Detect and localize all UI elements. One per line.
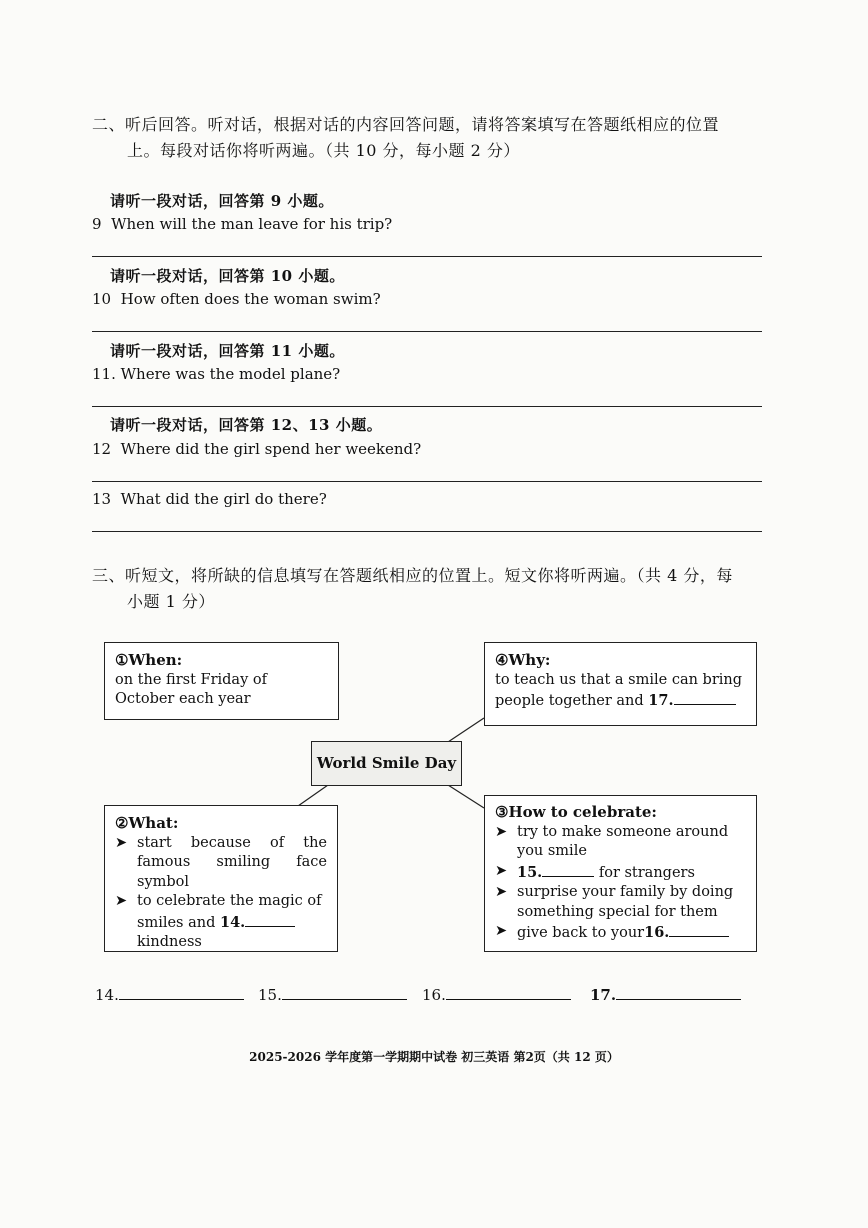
page-footer: 2025-2026 学年度第一学期期中试卷 初三英语 第2页（共 12 页） (249, 1050, 619, 1064)
arrow-bullet-icon: ➤ (495, 884, 508, 900)
blank-16[interactable] (669, 922, 729, 937)
question-text: When will the man leave for his trip? (111, 215, 393, 233)
question-number: 12 (92, 440, 112, 458)
when-text: on the first Friday of October each year (115, 671, 267, 707)
when-box (104, 642, 339, 720)
answer-14-blank[interactable] (119, 985, 244, 1000)
blank-14[interactable] (245, 912, 295, 927)
answer-16-blank[interactable] (446, 985, 571, 1000)
when-title: ①When: (115, 651, 183, 669)
how-item-3 (495, 883, 746, 922)
how-item-4 (495, 922, 746, 944)
blank-14-label: 14. (219, 913, 246, 931)
arrow-bullet-icon: ➤ (115, 834, 128, 851)
dialogue-instruction: 请听一段对话，回答第 12、13 小题。 (110, 416, 383, 434)
question-text: Where did the girl spend her weekend? (120, 440, 422, 458)
blank-15[interactable] (542, 862, 594, 877)
what-item-1-text: start because of the famous smiling face symbol (137, 834, 327, 890)
answer-16 (422, 985, 571, 1004)
answer-17-blank[interactable] (616, 985, 741, 1000)
how-item-2 (495, 862, 746, 884)
what-item-2-text: to celebrate the magic of smiles and (137, 893, 322, 931)
arrow-bullet-icon: ➤ (495, 862, 508, 879)
answer-15-blank[interactable] (282, 985, 407, 1000)
answer-15-label: 15. (258, 986, 282, 1004)
arrow-bullet-icon: ➤ (115, 893, 128, 909)
why-text: to teach us that a smile can bring people together and (495, 671, 743, 709)
question-text: What did the girl do there? (120, 490, 327, 508)
how-item-1-text: try to make someone around you smile (517, 823, 729, 859)
blank-17[interactable] (674, 690, 736, 705)
what-item-2-after: kindness (137, 934, 202, 950)
arrow-bullet-icon: ➤ (495, 823, 508, 840)
how-item-4-text: give back to your (517, 925, 645, 941)
answer-17-label: 17. (590, 986, 617, 1004)
how-item-2-text: for strangers (598, 864, 695, 881)
how-item-1 (495, 823, 746, 862)
answer-14-label: 14. (95, 986, 119, 1004)
answer-16-label: 16. (422, 986, 446, 1004)
answer-15 (258, 985, 407, 1004)
section2-heading-line1: 二、听后回答。听对话，根据对话的内容回答问题，请将答案填写在答题纸相应的位置 (92, 115, 720, 134)
center-topic: World Smile Day (316, 753, 457, 772)
blank-17-label: 17. (648, 692, 674, 709)
why-box (484, 642, 757, 726)
section3-heading-line2: 小题 1 分） (127, 592, 215, 611)
question-number: 9 (92, 215, 102, 233)
how-title: ③How to celebrate: (495, 803, 657, 821)
section3-heading-line1: 三、听短文，将所缺的信息填写在答题纸相应的位置上。短文你将听两遍。（共 4 分，每 (92, 566, 733, 585)
question-number: 10 (92, 290, 112, 308)
section2-heading-line2: 上。每段对话你将听两遍。（共 10 分，每小题 2 分） (127, 141, 520, 160)
what-box (104, 805, 338, 952)
what-item-1 (115, 834, 327, 893)
question-number: 13 (92, 490, 112, 508)
how-item-3-text: surprise your family by doing something special for them (517, 884, 734, 920)
answer-14 (95, 985, 244, 1004)
question-text: Where was the model plane? (120, 365, 341, 383)
dialogue-instruction: 请听一段对话，回答第 11 小题。 (110, 342, 345, 360)
why-title: ④Why: (495, 651, 551, 669)
answer-17 (590, 985, 741, 1004)
how-box (484, 795, 757, 952)
blank-15-label: 15. (517, 863, 543, 881)
what-title: ②What: (115, 814, 179, 832)
what-item-2 (115, 892, 327, 953)
question-number: 11. (92, 365, 116, 383)
center-topic-box (311, 741, 462, 786)
arrow-bullet-icon: ➤ (495, 923, 508, 939)
dialogue-instruction: 请听一段对话，回答第 9 小题。 (110, 192, 334, 210)
blank-16-label: 16. (644, 924, 670, 941)
question-text: How often does the woman swim? (120, 290, 381, 308)
dialogue-instruction: 请听一段对话，回答第 10 小题。 (110, 267, 345, 285)
